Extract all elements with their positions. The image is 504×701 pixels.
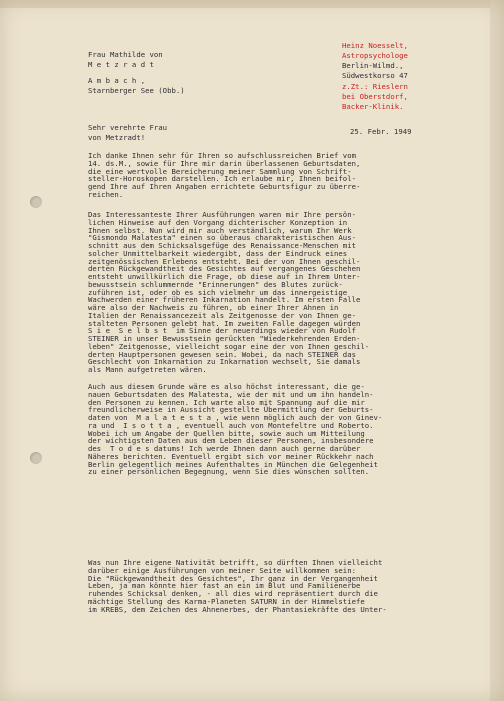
recipient-name-line-1: Frau Mathilde von — [88, 50, 163, 59]
salutation-line-1: Sehr verehrte Frau — [88, 123, 168, 132]
paper-right-edge — [490, 0, 504, 701]
salutation-line-2: von Metzradt! — [88, 133, 146, 142]
punch-hole-top — [30, 196, 42, 208]
sender-temp-address-line-2: bei Oberstdorf, — [342, 92, 408, 101]
sender-temp-address-line-3: Backer-Klinik. — [342, 102, 404, 111]
sender-title: Astropsychologe — [342, 51, 408, 60]
sender-temp-address-line-1: z.Zt.: Rieslern — [342, 82, 408, 91]
sender-address-line-1: Berlin-Wilmd., — [342, 61, 404, 70]
body-paragraph-3: Auch aus diesem Grunde wäre es also höchst interessant, die ge- nauen Geburtsdaten des Malatesta, wie der mit und um ihn handeln- den Personen zu kennen. Ich warte also mit Spannung auf die mir freundlicherweise in Aussicht gestellte Übermittlung der Geburts- daten von M a l a t e s t a , wie wenn möglich auch der von Ginev- ra und I s o t t a , eventuell auch von Montefeltre und Roberto. Wobei ich um Angabe der Quellen bitte, sowie auch um Mitteilung der wichtigsten Daten aus dem Leben dieser Personen, insbesondere des T o d e s datums! Ich werde Ihnen dann auch gerne darüber Näheres berichten. Eventuell ergibt sich vor meiner Rückkehr nach Berlin gelegentlich meines Aufenthaltes in München die Gelegenheit zu einer persönlichen Begegnung, wenn Sie dies wünschen sollten. — [88, 382, 383, 477]
recipient-address-line-1: A m b a c h , — [88, 76, 146, 85]
recipient-name-line-2: M e t z r a d t — [88, 60, 154, 69]
body-paragraph-4: Was nun Ihre eigene Nativität betrifft, so dürften Ihnen vielleicht darüber einige Ausführungen von meiner Seite willkommen sein: Die "Rückgewandtheit des Gesichtes", Ihr ganz in der Vergangenheit Leben, ja man könnte hier fast an ein im Blut und Familienerbe ruhendes Schicksal denken, - all dies wird repräsentiert durch die mächtige Stellung des Karma-Planeten SATURN in der Himmelstiefe im KREBS, dem Zeichen des Ahnenerbes, der Phantasiekräfte des Unter- — [88, 558, 387, 614]
recipient-address-line-2: Starnberger See (Obb.) — [88, 86, 185, 95]
paper-top-edge — [0, 0, 504, 8]
sender-address-line-2: Südwestkorso 47 — [342, 71, 408, 80]
punch-hole-bottom — [30, 452, 42, 464]
letter-date: 25. Febr. 1949 — [350, 127, 412, 136]
body-paragraph-2: Das Interessanteste Ihrer Ausführungen waren mir Ihre persön- lichen Hinweise auf den Vorgang dichterischer Konzeption in Ihnen selbst. Nun wird mir auch verständlich, warum Ihr Werk "Gismondo Malatesta" einen so überaus charakteristischen Aus- schnitt aus dem Schicksalsgefüge des Renaissance-Menschen mit solcher Unmittelbarkeit wiedergibt, dass der Eindruck eines zeitgenössischen Erlebens entsteht. Bei der von Ihnen geschil- derten Rückgewandtheit des Gesichtes auf vergangenes Geschehen entsteht unwillkürlich die Frage, ob diese auf in Ihrem Unter- bewusstsein schlummernde "Erinnerungen" des Blutes zurück- zuführen ist, oder ob es sich vielmehr um das innergeistige Wachwerden einer früheren Inkarnation handelt. Im ersten Falle wäre also der Nachweis zu führen, ob einer Ihrer Ahnen in Italien der Renaissancezeit als Zeitgenosse der von Ihnen ge- stalteten Personen gelebt hat. Im zweiten Falle dagegen würden S i e S e l b s t im Sinne der neuerdings wieder von Rudolf STEINER in unser Bewusstsein gerückten "Wiederkehrenden Erden- leben" Zeitgenosse, vielleicht sogar eine der von Ihnen geschil- derten Hauptpersonen gewesen sein. Wobei, da nach STEINER das Geschlecht von Inkarnation zu Inkarnation wechselt, Sie damals als Mann aufgetreten wären. — [88, 210, 370, 374]
sender-name: Heinz Noesselt, — [342, 41, 408, 50]
body-paragraph-1: Ich danke Ihnen sehr für Ihren so aufschlussreichen Brief vom 14. ds.M., sowie für Ihre mir darin überlassenen Geburtsdaten, die eine wertvolle Bereicherung meiner Sammlung von Schrift- steller-Horoskopen darstellen. Ich erlaube mir, Ihnen beifol- gend Ihre auf Ihren Angaben errichtete Geburtsfigur zu überre- reichen. — [88, 151, 361, 199]
